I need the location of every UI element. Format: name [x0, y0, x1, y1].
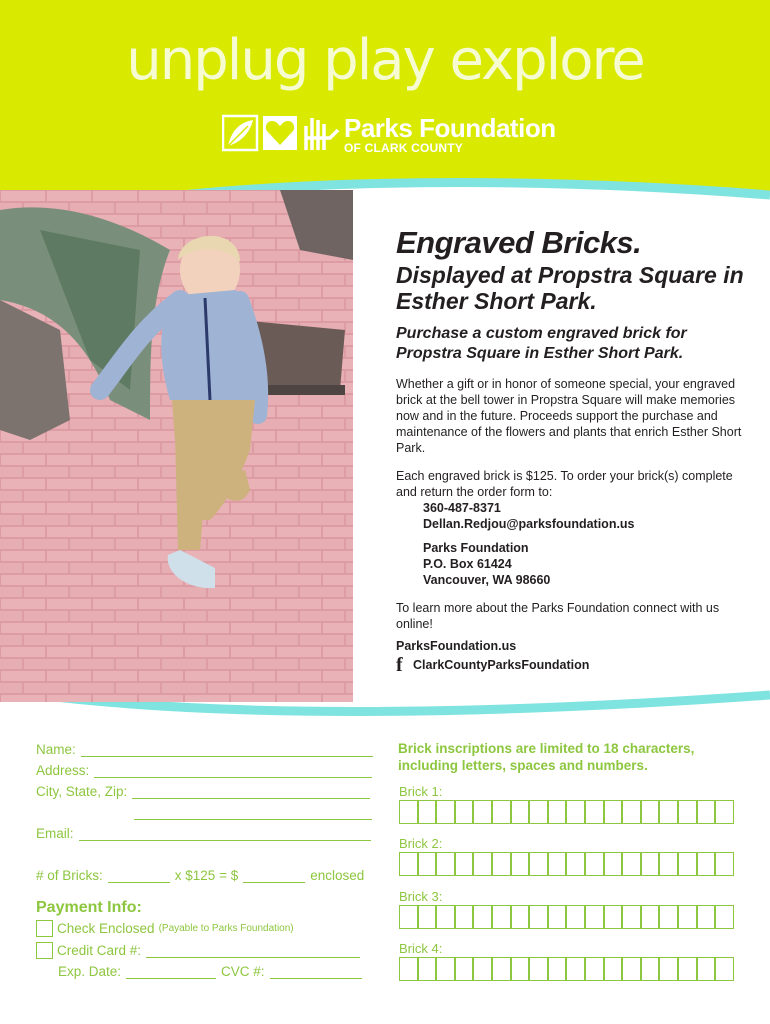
brick-char-box[interactable]	[622, 957, 641, 981]
payment-info-title: Payment Info:	[36, 899, 142, 916]
leaf-icon	[223, 116, 257, 150]
brick-char-box[interactable]	[492, 957, 511, 981]
brick-char-box[interactable]	[566, 957, 585, 981]
brick-char-box[interactable]	[697, 852, 716, 876]
brick-char-box[interactable]	[548, 852, 567, 876]
name-field[interactable]	[81, 743, 373, 757]
logo-icons	[222, 114, 340, 154]
cvc-label: CVC #:	[221, 964, 265, 979]
brick-char-box[interactable]	[697, 800, 716, 824]
heart-icon	[263, 116, 297, 150]
brick-char-box[interactable]	[678, 800, 697, 824]
mail-po-box: P.O. Box 61424	[423, 557, 512, 571]
mail-city: Vancouver, WA 98660	[423, 573, 551, 587]
lead-text: Purchase a custom engraved brick for Propstra Square in Esther Short Park.	[396, 325, 687, 362]
brick-char-box[interactable]	[585, 905, 604, 929]
child-on-brick-plaza-photo	[0, 190, 353, 702]
name-row	[36, 742, 373, 757]
check-payable-note: (Payable to Parks Foundation)	[158, 923, 294, 934]
brick-char-box[interactable]	[418, 800, 437, 824]
brick-3-label: Brick 3:	[399, 889, 443, 904]
cvc-field[interactable]	[270, 965, 362, 979]
credit-card-checkbox[interactable]	[36, 942, 53, 959]
address-row	[36, 763, 372, 778]
tagline: unplug play explore	[126, 28, 644, 93]
brick-char-box[interactable]	[548, 800, 567, 824]
brick-2-label: Brick 2:	[399, 836, 443, 851]
email-field[interactable]	[79, 827, 371, 841]
quantity-row	[36, 868, 364, 883]
brick-char-box[interactable]	[659, 905, 678, 929]
brick-char-box[interactable]	[622, 852, 641, 876]
city-row	[36, 784, 370, 799]
contact-email: Dellan.Redjou@parksfoundation.us	[423, 517, 635, 531]
brick-char-box[interactable]	[678, 852, 697, 876]
city-row-2	[134, 806, 372, 820]
price-paragraph: Each engraved brick is $125. To order your brick(s) complete and return the order form to:	[396, 469, 733, 499]
brick-char-box[interactable]	[697, 905, 716, 929]
enclosed-text: enclosed	[310, 868, 365, 883]
brick-char-box[interactable]	[585, 957, 604, 981]
brick-4-label: Brick 4:	[399, 941, 443, 956]
brick-3-boxes	[399, 905, 734, 929]
page-title: Engraved Bricks.	[396, 225, 642, 260]
brick-char-box[interactable]	[473, 905, 492, 929]
exp-date-label: Exp. Date:	[58, 964, 122, 979]
brick-char-box[interactable]	[641, 800, 660, 824]
name-label: Name:	[36, 742, 76, 757]
brick-char-box[interactable]	[455, 957, 474, 981]
brick-1-boxes	[399, 800, 734, 824]
brick-char-box[interactable]	[399, 852, 418, 876]
brick-char-box[interactable]	[641, 905, 660, 929]
brick-char-box[interactable]	[604, 957, 623, 981]
brick-char-box[interactable]	[529, 852, 548, 876]
parks-foundation-logo	[222, 114, 562, 154]
brick-char-box[interactable]	[566, 905, 585, 929]
credit-card-label: Credit Card #:	[57, 943, 142, 958]
bricks-count-field[interactable]	[108, 869, 170, 883]
brick-char-box[interactable]	[492, 852, 511, 876]
brick-char-box[interactable]	[455, 800, 474, 824]
brick-char-box[interactable]	[659, 957, 678, 981]
hand-icon	[306, 118, 338, 150]
brick-char-box[interactable]	[436, 957, 455, 981]
brick-char-box[interactable]	[399, 905, 418, 929]
connect-paragraph: To learn more about the Parks Foundation connect with us online!	[396, 601, 720, 631]
brick-char-box[interactable]	[566, 852, 585, 876]
check-enclosed-checkbox[interactable]	[36, 920, 53, 937]
brick-char-box[interactable]	[548, 905, 567, 929]
brick-char-box[interactable]	[604, 852, 623, 876]
brick-char-box[interactable]	[715, 905, 734, 929]
email-row	[36, 826, 371, 841]
address-label: Address:	[36, 763, 90, 778]
brick-char-box[interactable]	[418, 905, 437, 929]
brick-char-box[interactable]	[585, 852, 604, 876]
brick-char-box[interactable]	[622, 800, 641, 824]
brick-char-box[interactable]	[473, 852, 492, 876]
price-text: x $125 = $	[174, 868, 239, 883]
brick-char-box[interactable]	[641, 957, 660, 981]
bricks-count-label: # of Bricks:	[36, 868, 103, 883]
exp-date-field[interactable]	[126, 965, 216, 979]
email-label: Email:	[36, 826, 74, 841]
brick-char-box[interactable]	[659, 852, 678, 876]
city-field[interactable]	[132, 785, 370, 799]
brick-char-box[interactable]	[715, 852, 734, 876]
brick-4-boxes	[399, 957, 734, 981]
brick-char-box[interactable]	[697, 957, 716, 981]
brick-inscriptions	[398, 740, 738, 956]
brick-char-box[interactable]	[492, 800, 511, 824]
credit-card-row	[36, 942, 360, 959]
brick-char-box[interactable]	[604, 800, 623, 824]
brick-char-box[interactable]	[678, 905, 697, 929]
brick-char-box[interactable]	[436, 800, 455, 824]
brick-char-box[interactable]	[622, 905, 641, 929]
city-label: City, State, Zip:	[36, 784, 128, 799]
logo-name: Parks Foundation	[344, 113, 556, 143]
facebook-handle: ClarkCountyParksFoundation	[413, 658, 590, 672]
brick-char-box[interactable]	[529, 905, 548, 929]
brick-char-box[interactable]	[399, 957, 418, 981]
brick-char-box[interactable]	[641, 852, 660, 876]
website-link[interactable]: ParksFoundation.us	[396, 639, 517, 653]
brick-char-box[interactable]	[529, 800, 548, 824]
brick-char-box[interactable]	[529, 957, 548, 981]
check-row	[36, 920, 294, 937]
brick-char-box[interactable]	[418, 957, 437, 981]
brick-2-boxes	[399, 852, 734, 876]
brick-char-box[interactable]	[678, 957, 697, 981]
facebook-icon: f	[396, 654, 403, 676]
brick-char-box[interactable]	[604, 905, 623, 929]
brick-char-box[interactable]	[455, 905, 474, 929]
brick-char-box[interactable]	[659, 800, 678, 824]
description-paragraph: Whether a gift or in honor of someone special, your engraved brick at the bell tower in Propstra Square will make memories now and in the future. Proceeds support the purchase and maintenance of the flowers and plants that enrich Esther Short Park.	[396, 377, 742, 455]
brick-char-box[interactable]	[473, 800, 492, 824]
check-enclosed-label: Check Enclosed	[57, 921, 155, 936]
logo-subtitle: OF CLARK COUNTY	[344, 141, 463, 155]
brick-char-box[interactable]	[566, 800, 585, 824]
brick-char-box[interactable]	[511, 852, 530, 876]
contact-phone: 360-487-8371	[423, 501, 501, 515]
mail-org: Parks Foundation	[423, 541, 529, 555]
brick-char-box[interactable]	[473, 957, 492, 981]
brick-char-box[interactable]	[511, 957, 530, 981]
brick-1-label: Brick 1:	[399, 784, 443, 799]
amount-field[interactable]	[243, 869, 305, 883]
brick-char-box[interactable]	[436, 852, 455, 876]
credit-card-field[interactable]	[146, 944, 360, 958]
brick-char-box[interactable]	[418, 852, 437, 876]
page-subtitle: Displayed at Propstra Square in Esther Short Park.	[396, 262, 744, 314]
brick-char-box[interactable]	[548, 957, 567, 981]
facebook-link[interactable]	[396, 654, 756, 676]
city-field-2[interactable]	[134, 806, 372, 820]
brick-info	[396, 225, 756, 676]
brick-char-box[interactable]	[399, 800, 418, 824]
inscription-limit-note: Brick inscriptions are limited to 18 characters, including letters, spaces and numbers.	[398, 741, 695, 773]
brick-char-box[interactable]	[492, 905, 511, 929]
brick-char-box[interactable]	[436, 905, 455, 929]
brick-char-box[interactable]	[511, 905, 530, 929]
exp-row	[58, 964, 362, 979]
brick-char-box[interactable]	[585, 800, 604, 824]
brick-char-box[interactable]	[715, 800, 734, 824]
brick-char-box[interactable]	[511, 800, 530, 824]
address-field[interactable]	[94, 764, 372, 778]
brick-char-box[interactable]	[715, 957, 734, 981]
brick-char-box[interactable]	[455, 852, 474, 876]
